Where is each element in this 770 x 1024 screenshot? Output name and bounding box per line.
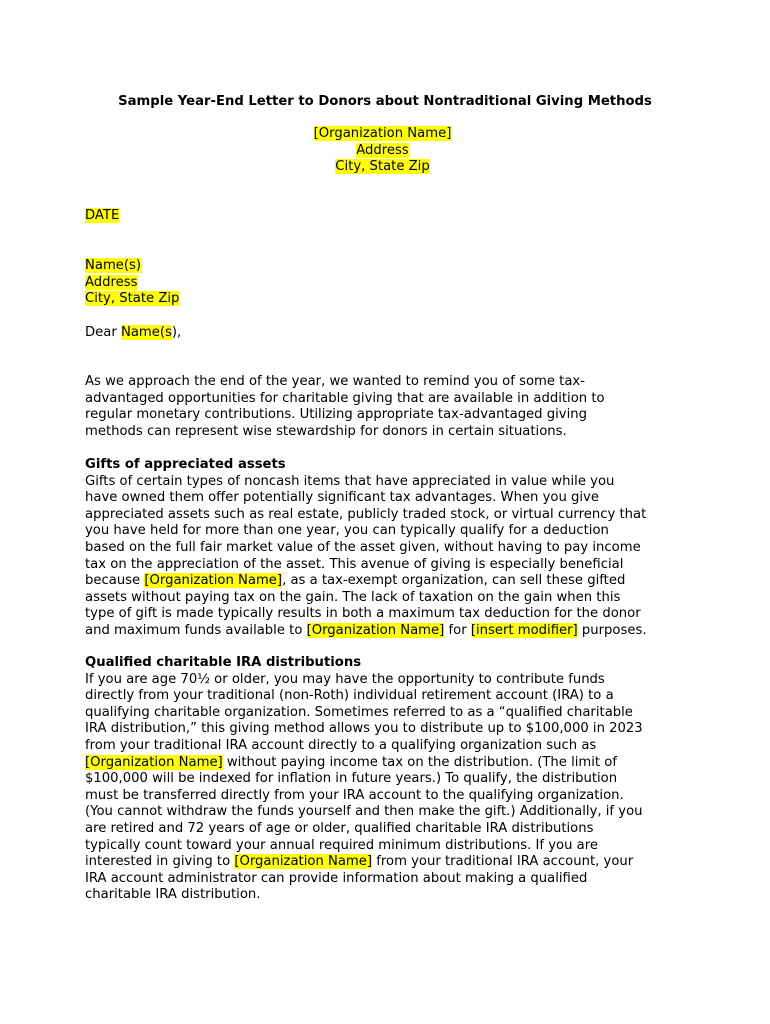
paragraph-line [85, 573, 695, 590]
recipient-block [85, 258, 695, 308]
paragraph-line: have owned them offer potentially significant tax advantages. When you give [85, 490, 599, 506]
paragraph-line: (You cannot withdraw the funds yourself and then make the gift.) Additionally, if you [85, 804, 643, 820]
paragraph-line: from your traditional IRA account directly to a qualifying organization such as [85, 737, 597, 753]
section-appreciated-assets [85, 457, 695, 640]
organization-header [0, 126, 765, 176]
text-segment: interested in giving to [85, 854, 235, 870]
salutation [85, 325, 695, 342]
paragraph-line: If you are age 70½ or older, you may have the opportunity to contribute funds [85, 671, 605, 687]
org-name-placeholder: [Organization Name] [306, 622, 445, 638]
date-placeholder: DATE [85, 208, 120, 223]
text-segment: from your traditional IRA account, your [372, 854, 634, 870]
page-title: Sample Year-End Letter to Donors about Nontraditional Giving Methods [118, 94, 652, 109]
section-heading-appreciated-assets: Gifts of appreciated assets [85, 457, 286, 472]
text-segment: purposes. [577, 622, 647, 638]
paragraph-line: typically count toward your annual required minimum distributions. If you are [85, 837, 598, 853]
paragraph-line [85, 623, 695, 640]
recipient-city-state-zip: City, State Zip [85, 291, 180, 307]
paragraph-line: IRA account administrator can provide information about making a qualified [85, 870, 588, 886]
org-city-state-zip: City, State Zip [335, 159, 430, 175]
recipient-address: Address [85, 274, 138, 290]
paragraph-line: assets without paying tax on the gain. The lack of taxation on the gain when this [85, 589, 621, 605]
modifier-placeholder: [insert modifier] [470, 622, 578, 638]
paragraph-line: $100,000 will be indexed for inflation in future years.) To qualify, the distribution [85, 771, 618, 787]
paragraph-line: must be transferred directly from your IRA account to the qualifying organization. [85, 787, 624, 803]
recipient-names: Name(s) [85, 258, 142, 273]
org-name-placeholder: [Organization Name] [85, 754, 223, 770]
text-segment: and maximum funds available to [85, 622, 307, 638]
paragraph-line: qualifying charitable organization. Sometimes referred to as a “qualified charitable [85, 704, 633, 720]
salutation-prefix: Dear [85, 325, 121, 340]
intro-paragraph [85, 374, 695, 440]
section-qualified-ira [85, 655, 695, 904]
paragraph-line: based on the full fair market value of the asset given, without having to pay income [85, 539, 641, 555]
org-name-placeholder: [Organization Name] [234, 854, 373, 870]
paragraph-line [85, 854, 695, 871]
section-heading-qualified-ira: Qualified charitable IRA distributions [85, 655, 362, 670]
text-segment: because [85, 573, 145, 589]
paragraph-line: charitable IRA distribution. [85, 887, 261, 903]
org-name-placeholder: [Organization Name] [144, 573, 283, 589]
paragraph-line: appreciated assets such as real estate, publicly traded stock, or virtual currency that [85, 506, 647, 522]
text-segment: without paying income tax on the distribution. (The limit of [222, 754, 618, 770]
text-segment: for [444, 622, 471, 638]
paragraph-line: type of gift is made typically results in both a maximum tax deduction for the donor [85, 606, 641, 622]
intro-line: As we approach the end of the year, we wanted to remind you of some tax- [85, 374, 585, 389]
intro-line: regular monetary contributions. Utilizing appropriate tax-advantaged giving [85, 407, 587, 423]
paragraph-line: are retired and 72 years of age or older, qualified charitable IRA distributions [85, 820, 594, 836]
paragraph-line: directly from your traditional (non-Roth) individual retirement account (IRA) to a [85, 688, 614, 704]
org-address: Address [356, 142, 409, 158]
text-segment: , as a tax-exempt organization, can sell these gifted [282, 573, 626, 589]
org-name-placeholder: [Organization Name] [313, 126, 452, 141]
intro-line: advantaged opportunities for charitable giving that are available in addition to [85, 390, 605, 406]
paragraph-line [85, 755, 695, 772]
paragraph-line: IRA distribution,” this giving method allows you to distribute up to $100,000 in 2023 [85, 721, 643, 737]
intro-line: methods can represent wise stewardship for donors in certain situations. [85, 423, 567, 439]
paragraph-line: tax on the appreciation of the asset. This avenue of giving is especially beneficial [85, 556, 624, 572]
paragraph-line: Gifts of certain types of noncash items that have appreciated in value while you [85, 473, 615, 489]
date-line [85, 208, 695, 225]
salutation-suffix: ), [171, 325, 182, 340]
paragraph-line: you have held for more than one year, you can typically qualify for a deduction [85, 523, 609, 539]
salutation-name: Name(s [120, 325, 172, 340]
